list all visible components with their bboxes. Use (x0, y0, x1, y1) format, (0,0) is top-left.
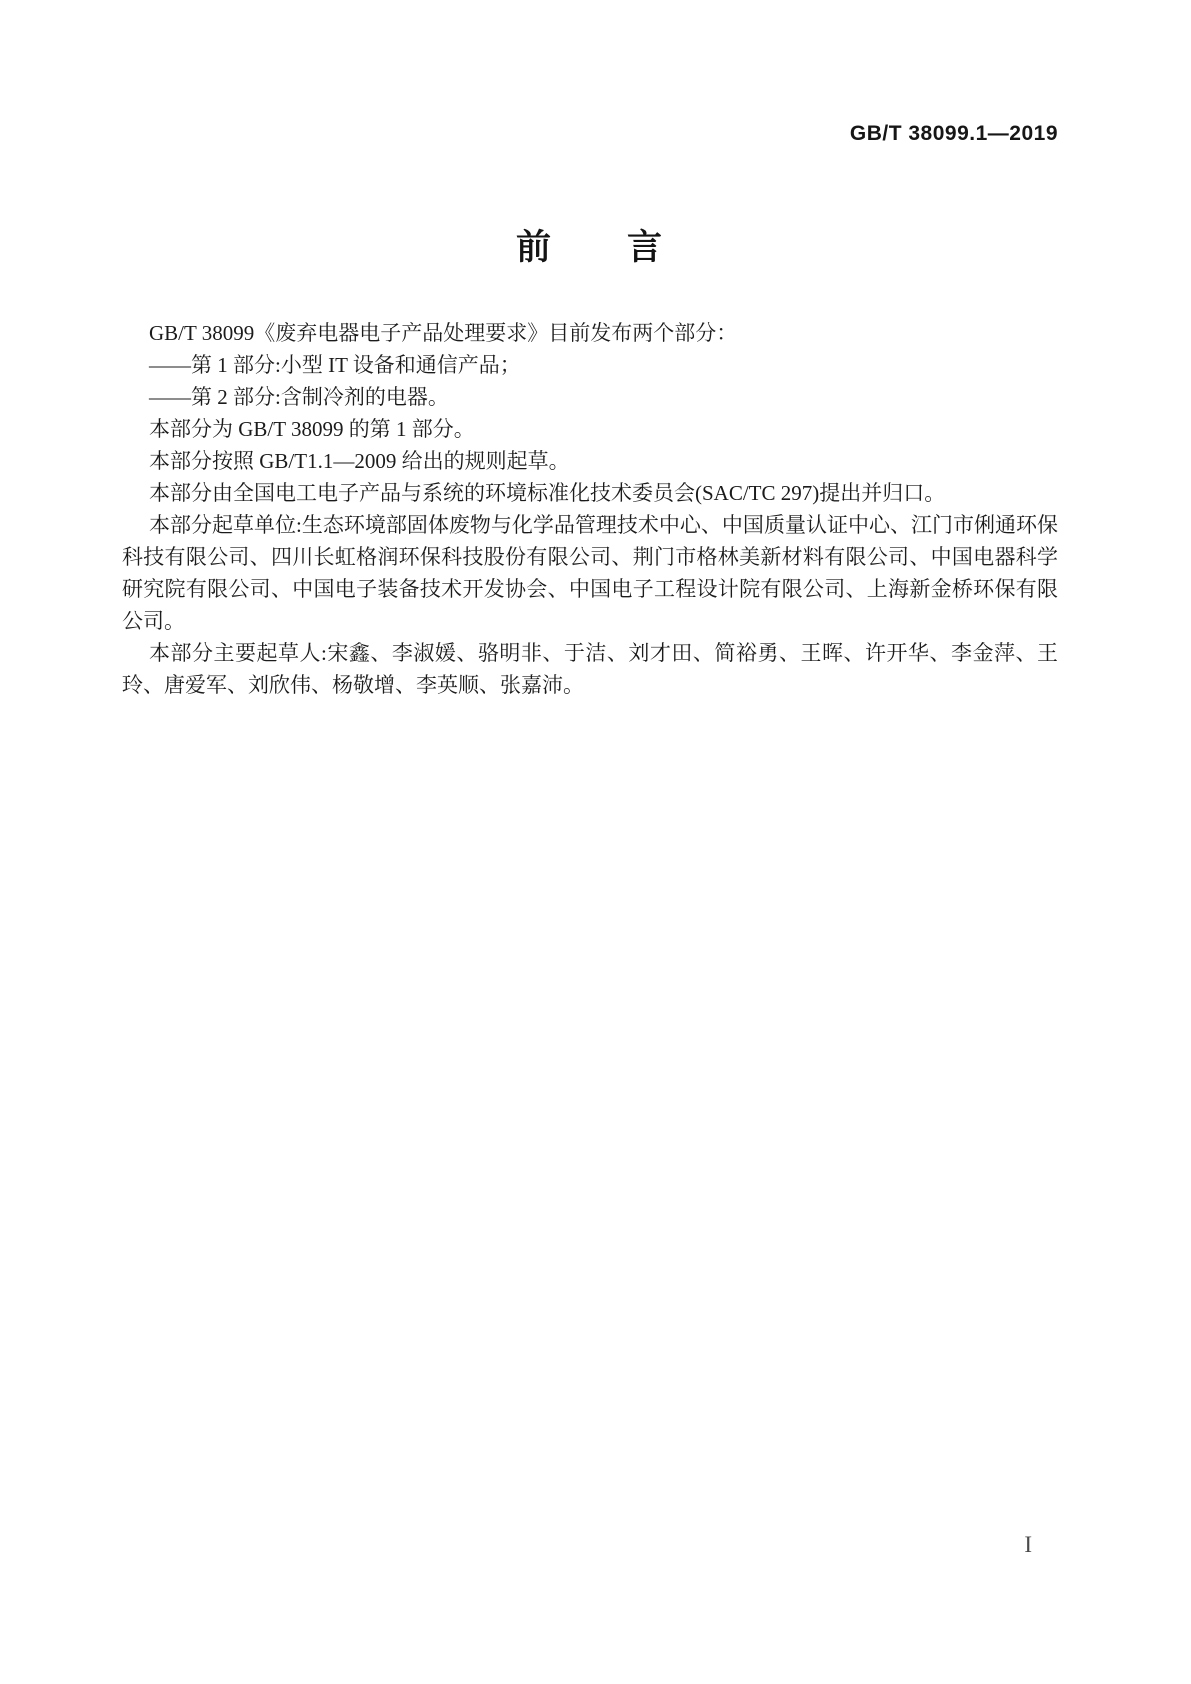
paragraph-drafters: 本部分主要起草人:宋鑫、李淑媛、骆明非、于洁、刘才田、简裕勇、王晖、许开华、李金萍、王玲、唐爱军、刘欣伟、杨敬增、李英顺、张嘉沛。 (122, 641, 1058, 697)
standard-code-header: GB/T 38099.1—2019 (849, 122, 1058, 145)
paragraph-committee: 本部分由全国电工电子产品与系统的环境标准化技术委员会(SAC/TC 297)提出并归口。 (149, 481, 946, 505)
page-title: 前 言 (515, 228, 664, 267)
paragraph-part2-item: ——第 2 部分:含制冷剂的电器。 (149, 385, 449, 409)
paragraph-organizations: 本部分起草单位:生态环境部固体废物与化学品管理技术中心、中国质量认证中心、江门市俐通环保科技有限公司、四川长虹格润环保科技股份有限公司、荆门市格林美新材料有限公司、中国电器科学研究院有限公司、中国电子装备技术开发协会、中国电子工程设计院有限公司、上海新金桥环保有限公司。 (122, 513, 1058, 633)
paragraph-part1-item: ——第 1 部分:小型 IT 设备和通信产品； (149, 353, 521, 377)
paragraph-parts-intro: GB/T 38099《废弃电器电子产品处理要求》目前发布两个部分： (149, 321, 738, 345)
foreword-body (122, 317, 1058, 701)
paragraph-drafting-rule: 本部分按照 GB/T1.1—2009 给出的规则起草。 (149, 449, 570, 473)
page-number: I (1024, 1532, 1032, 1557)
paragraph-this-part: 本部分为 GB/T 38099 的第 1 部分。 (149, 417, 475, 441)
